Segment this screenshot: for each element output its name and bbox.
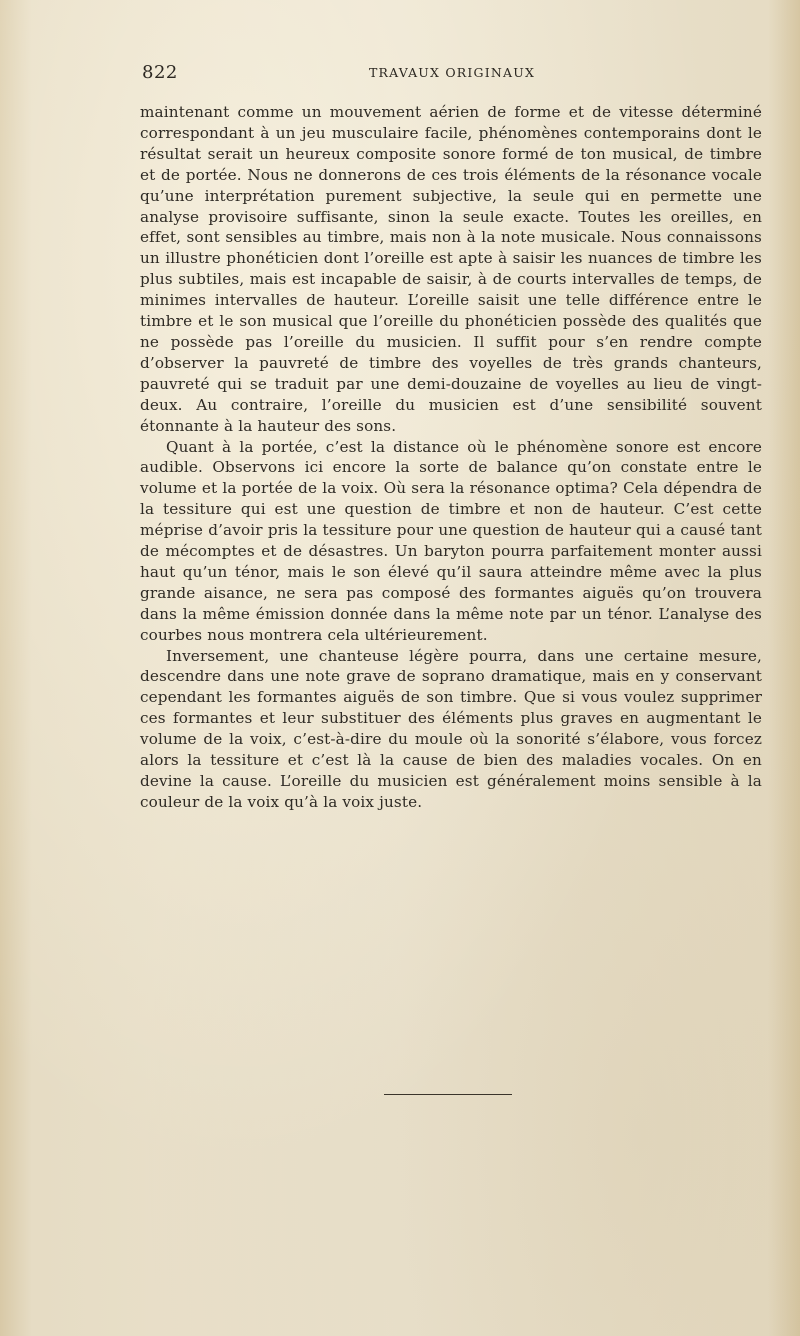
running-title: TRAVAUX ORIGINAUX: [368, 65, 536, 80]
section-separator-rule: [384, 1094, 512, 1095]
paragraph-continued: maintenant comme un mouvement aérien de forme et de vitesse déterminé correspondant à un jeu musculaire facile, phénomènes contemporains dont le résultat serait un heureux composite sonore formé de ton musical, de timbre et de portée. Nous ne donnerons de ces trois éléments de la résonance vocale qu’une interprétation purement subjective, la seule qui en permette une analyse provisoire suffisante, sinon la seule exacte. Toutes les oreilles, en effet, sont sensibles au timbre, mais non à la note musicale. Nous connaissons un illustre phonéticien dont l’oreille est apte à saisir les nuances de timbre les plus subtiles, mais est incapable de saisir, à de courts intervalles de temps, de minimes intervalles de hauteur. L’oreille saisit une telle différence entre le timbre et le son musical que l’oreille du phonéticien possède des qualités que ne possède pas l’oreille du musicien. Il suffit pour s’en rendre compte d’observer la pauvreté de timbre des voyelles de très grands chanteurs, pauvreté qui se traduit par une demi-douzaine de voyelles au lieu de vingt-deux. Au contraire, l’oreille du musicien est d’une sensibilité souvent étonnante à la hauteur des sons.: [140, 103, 762, 435]
body-text: [140, 102, 762, 813]
paragraph-portee: Quant à la portée, c’est la distance où le phénomène sonore est encore audible. Observons ici encore la sorte de balance qu’on constate entre le volume et la portée de la voix. Où sera la résonance optima? Cela dépendra de la tessiture qui est une question de timbre et non de hauteur. C’est cette méprise d’avoir pris la tessiture pour une question de hauteur qui a causé tant de mécomptes et de désastres. Un baryton pourra parfaitement monter aussi haut qu’un ténor, mais le son élevé qu’il saura atteindre même avec la plus grande aisance, ne sera pas composé des formantes aiguës qu’on trouvera dans la même émission donnée dans la même note par un ténor. L’analyse des courbes nous montrera cela ultérieurement.: [140, 437, 762, 644]
paragraph-inversement: Inversement, une chanteuse légère pourra, dans une certaine mesure, descendre dans une note grave de soprano dramatique, mais en y conservant cependant les formantes aiguës de son timbre. Que si vous voulez supprimer ces formantes et leur substituer des éléments plus graves en augmentant le volume de la voix, c’est-à-dire du moule où la sonorité s’élabore, vous forcez alors la tessiture et c’est là la cause de bien des maladies vocales. On en devine la cause. L’oreille du musicien est généralement moins sensible à la couleur de la voix qu’à la voix juste.: [140, 646, 762, 811]
page-number: 822: [142, 62, 178, 83]
page-header: [142, 62, 762, 86]
